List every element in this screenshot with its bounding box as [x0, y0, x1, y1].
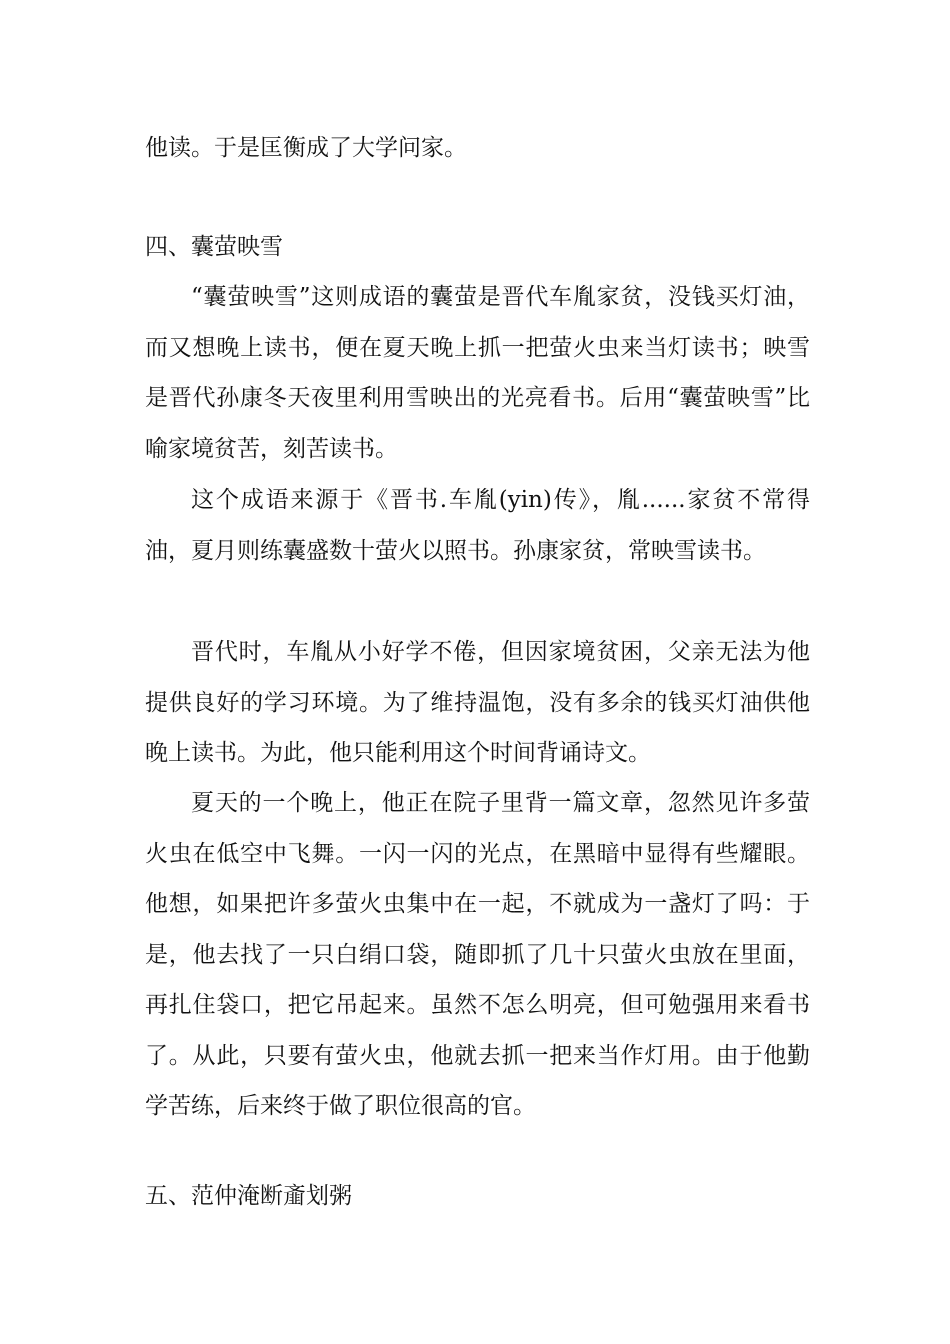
section-four-paragraph-1: “囊萤映雪”这则成语的囊萤是晋代车胤家贫，没钱买灯油，而又想晚上读书，便在夏天晚上抓一把萤火虫来当灯读书；映雪是晋代孙康冬天夜里利用雪映出的光亮看书。后用“囊萤映雪”比喻家境贫苦，刻苦读书。	[145, 284, 810, 462]
section-four-paragraph-4: 夏天的一个晚上，他正在院子里背一篇文章，忽然见许多萤火虫在低空中飞舞。一闪一闪的光点，在黑暗中显得有些耀眼。他想，如果把许多萤火虫集中在一起，不就成为一盏灯了吗：于是，他去找了一只白绢口袋，随即抓了几十只萤火虫放在里面，再扎住袋口，把它吊起来。虽然不怎么明亮，但可勉强用来看书了。从此，只要有萤火虫，他就去抓一把来当作灯用。由于他勤学苦练，后来终于做了职位很高的官。	[145, 790, 810, 1119]
section-four-paragraph-3: 晋代时，车胤从小好学不倦，但因家境贫困，父亲无法为他提供良好的学习环境。为了维持温饱，没有多余的钱买灯油供他晚上读书。为此，他只能利用这个时间背诵诗文。	[145, 639, 810, 766]
section-five-heading: 五、范仲淹断齑划粥	[145, 1183, 352, 1209]
continuation-paragraph: 他读。于是匡衡成了大学问家。	[145, 135, 467, 161]
section-four-paragraph-2: 这个成语来源于《晋书.车胤(yin)传》，胤......家贫不常得油，夏月则练囊盛数十萤火以照书。孙康家贫，常映雪读书。	[145, 487, 810, 564]
section-four-heading: 四、囊萤映雪	[145, 234, 283, 260]
